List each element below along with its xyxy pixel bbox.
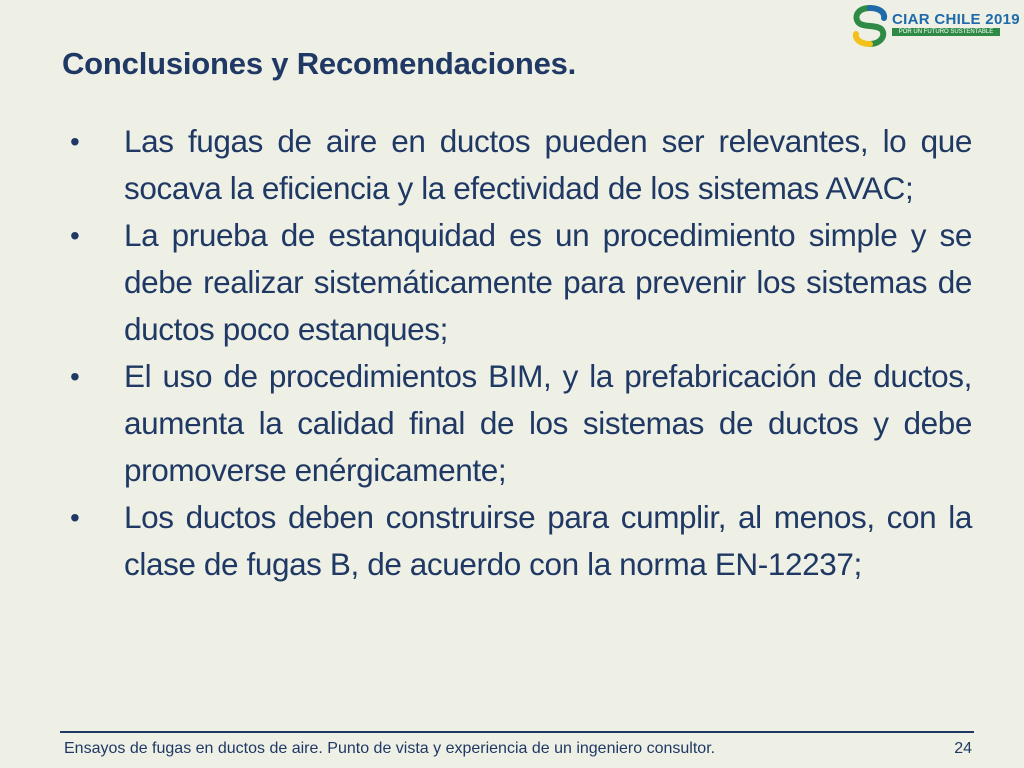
bullet-text: La prueba de estanquidad es un procedimiento simple y se debe realizar sistemáticamente para prevenir los sistemas de ductos poco estanques; [124,217,972,347]
page-number: 24 [954,740,972,757]
bullet-item [62,118,972,212]
bullet-item [62,212,972,353]
slide-title: Conclusiones y Recomendaciones. [62,46,577,81]
bullet-dot-icon: • [70,361,80,392]
bullet-list [62,118,972,588]
footer-text: Ensayos de fugas en ductos de aire. Punto de vista y experiencia de un ingeniero consultor. [64,740,716,757]
logo-name: CIAR CHILE 2019 [892,11,1020,28]
footer-divider [60,731,974,733]
logo-tagline: POR UN FUTURO SUSTENTABLE [892,28,1000,36]
bullet-text: El uso de procedimientos BIM, y la prefabricación de ductos, aumenta la calidad final de los sistemas de ductos y debe promoverse enérgicamente; [124,358,972,488]
bullet-item [62,494,972,588]
bullet-text: Los ductos deben construirse para cumplir, al menos, con la clase de fugas B, de acuerdo con la norma EN-12237; [124,499,972,582]
bullet-dot-icon: • [70,220,80,251]
bullet-item [62,353,972,494]
bullet-dot-icon: • [70,502,80,533]
swirl-logo-icon [850,4,890,48]
bullet-dot-icon: • [70,126,80,157]
conference-logo [850,0,1020,52]
bullet-text: Las fugas de aire en ductos pueden ser relevantes, lo que socava la eficiencia y la efectividad de los sistemas AVAC; [124,123,972,206]
